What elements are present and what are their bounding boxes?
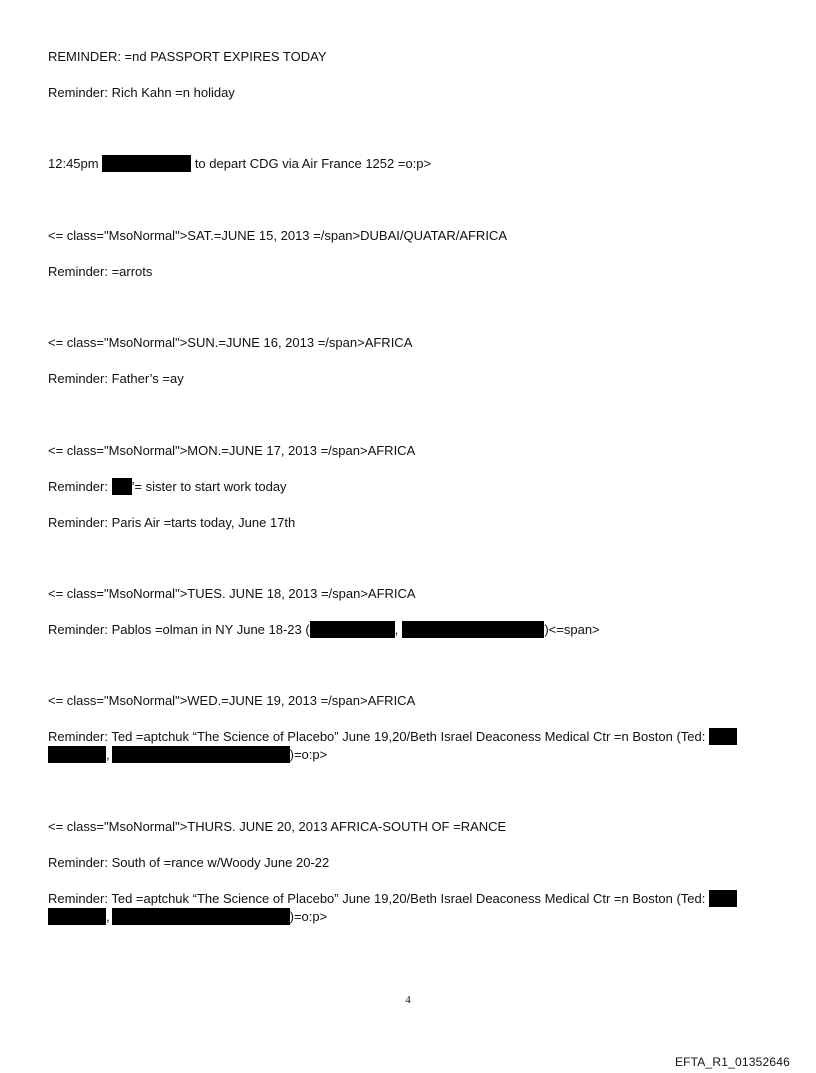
redaction-box xyxy=(48,746,106,763)
redaction-box xyxy=(112,908,290,925)
redaction-box xyxy=(310,621,395,638)
reminder-line xyxy=(48,728,737,746)
reminder-passport-line: REMINDER: =nd PASSPORT EXPIRES TODAY xyxy=(48,49,327,64)
reminder-text: Reminder: Ted =aptchuk “The Science of Placebo” June 19,20/Beth Israel Deaconess Medical Ctr =n Boston (Ted: xyxy=(48,891,709,906)
date-header-thurs: <= class="MsoNormal">THURS. JUNE 20, 2013 AFRICA-SOUTH OF =RANCE xyxy=(48,819,507,834)
reminder-line xyxy=(48,621,600,639)
separator-text: , xyxy=(106,909,110,924)
separator-text: , xyxy=(106,747,110,762)
reminder-text: Reminder: Ted =aptchuk “The Science of Placebo” June 19,20/Beth Israel Deaconess Medical Ctr =n Boston (Ted: xyxy=(48,729,709,744)
page-number: 4 xyxy=(405,994,411,1006)
reminder-tail: )=o:p> xyxy=(289,909,328,924)
reminder-text: ’= sister to start work today xyxy=(131,479,287,494)
reminder-tail: )=o:p> xyxy=(289,747,328,762)
departure-time: 12:45pm xyxy=(48,156,103,171)
redaction-box xyxy=(709,890,737,907)
reminder-prefix: Reminder: xyxy=(48,479,112,494)
redaction-box xyxy=(48,908,106,925)
reminder-line: Reminder: Father’s =ay xyxy=(48,371,184,386)
departure-text: to depart CDG via Air France 1252 =o:p> xyxy=(191,156,432,171)
date-header-sun: <= class="MsoNormal">SUN.=JUNE 16, 2013 =/span>AFRICA xyxy=(48,335,413,350)
redaction-box xyxy=(112,478,132,495)
reminder-line: Reminder: Paris Air =tarts today, June 17th xyxy=(48,515,296,530)
separator-text: , xyxy=(394,622,399,637)
date-header-sat: <= class="MsoNormal">SAT.=JUNE 15, 2013 =/span>DUBAI/QUATAR/AFRICA xyxy=(48,228,507,243)
date-header-mon: <= class="MsoNormal">MON.=JUNE 17, 2013 =/span>AFRICA xyxy=(48,443,416,458)
reminder-holiday-line: Reminder: Rich Kahn =n holiday xyxy=(48,85,235,100)
reminder-line: Reminder: South of =rance w/Woody June 20-22 xyxy=(48,855,330,870)
redaction-box xyxy=(112,746,290,763)
reminder-text: Reminder: Pablos =olman in NY June 18-23 ( xyxy=(48,622,310,637)
redaction-box xyxy=(102,155,191,172)
redaction-box xyxy=(402,621,544,638)
reminder-line xyxy=(48,478,287,496)
bates-number: EFTA_R1_01352646 xyxy=(674,1055,790,1069)
reminder-line-continued xyxy=(48,746,327,764)
reminder-line xyxy=(48,890,737,908)
reminder-tail: )<=span> xyxy=(544,622,600,637)
redaction-box xyxy=(709,728,737,745)
date-header-wed: <= class="MsoNormal">WED.=JUNE 19, 2013 =/span>AFRICA xyxy=(48,693,416,708)
date-header-tues: <= class="MsoNormal">TUES. JUNE 18, 2013 =/span>AFRICA xyxy=(48,586,416,601)
departure-line xyxy=(48,155,431,173)
reminder-line: Reminder: =arrots xyxy=(48,264,153,279)
reminder-line-continued xyxy=(48,908,327,926)
